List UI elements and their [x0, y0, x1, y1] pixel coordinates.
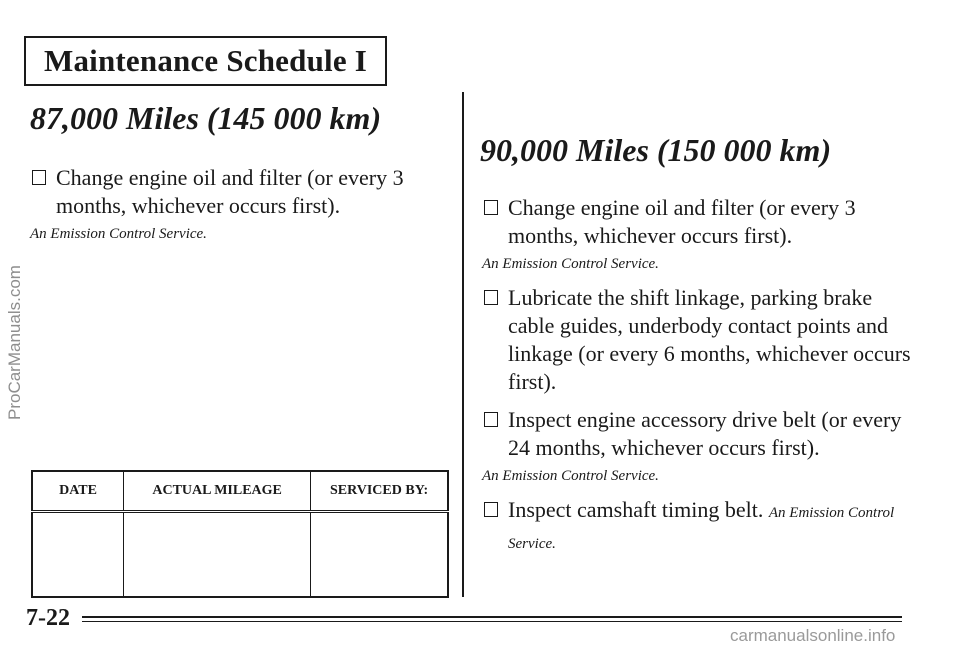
checkbox-icon [484, 502, 498, 517]
checklist-item [482, 406, 922, 462]
item-text: Change engine oil and filter (or every 3 months, whichever occurs first). [508, 195, 856, 248]
watermark-bottom: carmanualsonline.info [730, 626, 896, 645]
checklist-item [482, 194, 922, 250]
checkbox-icon [484, 412, 498, 427]
checkbox-icon [32, 170, 46, 185]
emission-note: An Emission Control Service. [30, 226, 207, 242]
column-divider [462, 92, 464, 597]
checklist-item [482, 284, 922, 396]
emission-note: An Emission Control Service. [508, 505, 895, 552]
emission-note: An Emission Control Service. [482, 468, 659, 484]
serviced-by-header: SERVICED BY: [311, 471, 448, 512]
item-text: Lubricate the shift linkage, parking brake cable guides, underbody contact points and linkage (or every 6 months, whichever occurs first). [508, 285, 911, 394]
checklist-item [30, 164, 440, 220]
watermark-left: ProCarManuals.com [5, 265, 24, 420]
mileage-heading-87000: 87,000 Miles (145 000 km) [30, 100, 382, 136]
date-header: DATE [32, 471, 124, 512]
table-row [32, 512, 448, 598]
page-number: 7-22 [26, 605, 70, 631]
item-text: Change engine oil and filter (or every 3 months, whichever occurs first). [56, 165, 404, 218]
mileage-heading-90000: 90,000 Miles (150 000 km) [480, 132, 832, 168]
page-title: Maintenance Schedule I [24, 36, 387, 86]
emission-note: An Emission Control Service. [482, 256, 659, 272]
left-checklist [30, 164, 440, 254]
item-text: Inspect camshaft timing belt. [508, 497, 764, 522]
item-text: Inspect engine accessory drive belt (or every 24 months, whichever occurs first). [508, 407, 902, 460]
checkbox-icon [484, 290, 498, 305]
checkbox-icon [484, 200, 498, 215]
mileage-cell[interactable] [124, 512, 311, 598]
right-checklist [482, 194, 922, 558]
footer-rule-thin [82, 621, 902, 622]
date-cell[interactable] [32, 512, 124, 598]
checklist-item [482, 496, 922, 558]
footer-rule [82, 616, 902, 618]
actual-mileage-header: ACTUAL MILEAGE [124, 471, 311, 512]
serviced-by-cell[interactable] [311, 512, 448, 598]
service-record-table [31, 470, 449, 598]
